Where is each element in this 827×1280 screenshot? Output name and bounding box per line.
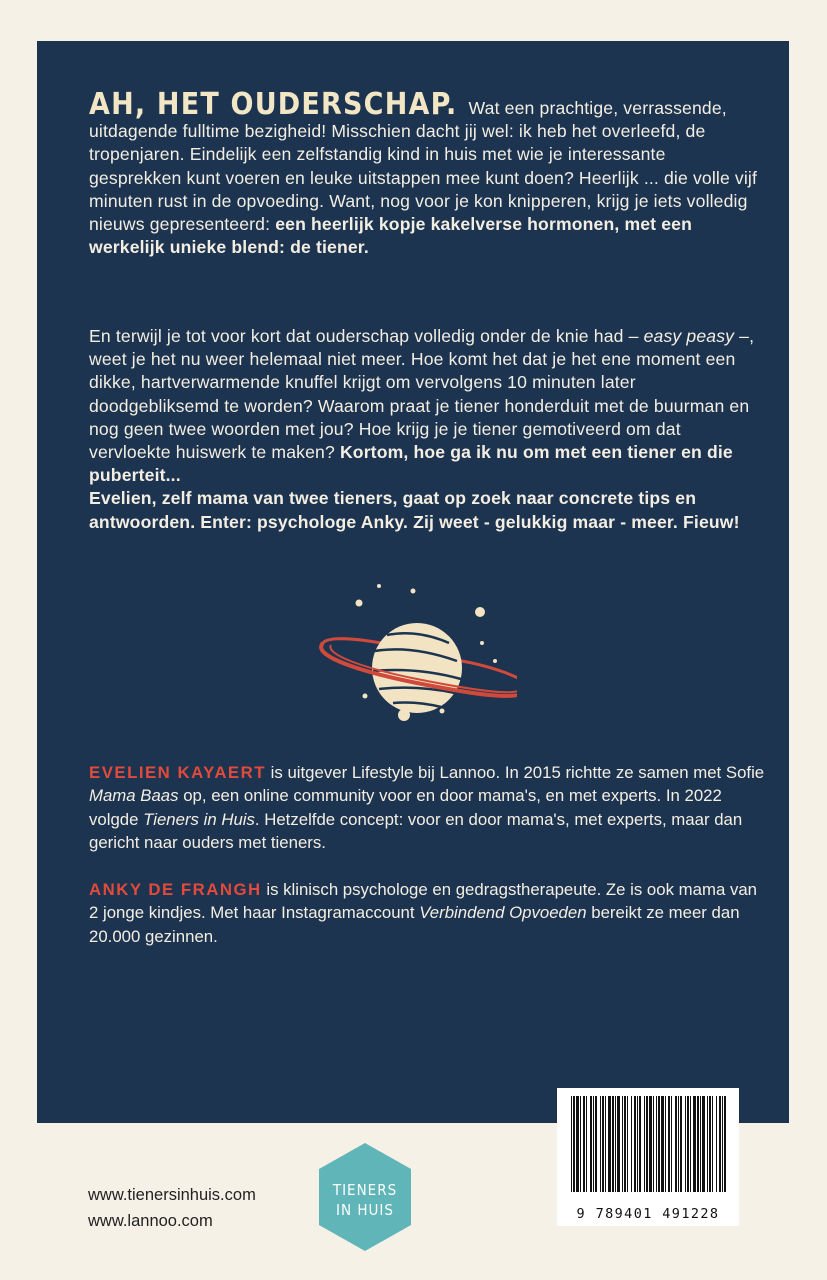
barcode-bar (700, 1096, 701, 1192)
barcode-bar (571, 1096, 572, 1192)
back-cover-panel (37, 41, 789, 1123)
tieners-in-huis-logo (315, 1141, 415, 1253)
barcode-bar (593, 1096, 594, 1192)
barcode-bar (612, 1096, 614, 1192)
barcode-bar (716, 1096, 717, 1192)
barcode-bar (678, 1096, 679, 1192)
barcode-bar (685, 1096, 686, 1192)
logo-line-1: TIENERS (332, 1181, 398, 1199)
headline: AH, HET OUDERSCHAP. (89, 87, 458, 122)
author-evelien: EVELIEN KAYAERT (89, 763, 266, 782)
intro-bold: een heerlijk kopje kakelverse hormonen, met een werkelijk unieke blend: de tiener. (89, 214, 692, 258)
isbn-barcode (557, 1088, 739, 1226)
logo-line-2: IN HUIS (336, 1201, 394, 1219)
bio-anky: ANKY DE FRANGH is klinisch psychologe en gedragstherapeute. Ze is ook mama van 2 jonge kindjes. Met haar Instagramaccount Verbindend Opvoeden bereikt ze meer dan 20.000 gezinnen. (89, 880, 757, 946)
barcode-bar (644, 1096, 645, 1192)
barcode-bar (646, 1096, 648, 1192)
barcode-bar (622, 1096, 623, 1192)
barcode-bar (661, 1096, 664, 1192)
isbn-digits: 9 789401 491228 (576, 1206, 720, 1222)
middle-bold-2: Evelien, zelf mama van twee tieners, gaat op zoek naar concrete tips en antwoorden. Enter: psychologe Anky. Zij weet - gelukkig maar - meer. Fieuw! (89, 488, 740, 532)
barcode-bar (675, 1096, 677, 1192)
barcode-bar (697, 1096, 699, 1192)
barcode-bar (624, 1096, 626, 1192)
barcode-bar (649, 1096, 652, 1192)
barcode-bar (605, 1096, 606, 1192)
middle-part1: En terwijl je tot voor kort dat ouderschap volledig onder de knie had – (89, 326, 639, 346)
middle-paragraph (89, 325, 761, 534)
barcode-bar (590, 1096, 592, 1192)
barcode-bar (724, 1096, 726, 1192)
barcode-bar (707, 1096, 708, 1192)
planet-illustration (317, 571, 517, 731)
author-anky: ANKY DE FRANGH (89, 880, 262, 899)
barcode-bar (637, 1096, 638, 1192)
barcode-bar (580, 1096, 581, 1192)
barcode-bar (690, 1096, 691, 1192)
barcode-bar (615, 1096, 616, 1192)
middle-part2: –, weet je het nu weer helemaal niet meer. Hoe komt het dat je het ene moment een dikke, hartverwarmende knuffel krijgt om vervolgens 10 minuten later doodgebliksemd te worden? Waarom praat je tiener honderduit met de buurman en nog geen twee woorden met jou? Hoe krijg je je tiener gemotiveerd om dat vervloekte huiswerk te maken? (89, 326, 755, 463)
barcode-bar (634, 1096, 636, 1192)
intro-body: Wat een prachtige, verrassende, uitdagende fulltime bezigheid! Misschien dacht jij wel: ik heb het overleefd, de tropenjaren. Eindelijk een zelfstandig kind in huis met wie je interessante gesprekken kunt voeren en leuke uitstappen mee kunt doen? Heerlijk ... die volle vijf minuten rust in de opvoeding. Want, nog voor je kon knipperen, krijg je iets volledig nieuws gepresenteerd: (89, 98, 758, 235)
middle-bold-1: Kortom, hoe ga ik nu om met een tiener en die puberteit... (89, 442, 733, 486)
barcode-bar (719, 1096, 721, 1192)
link-lannoo[interactable]: www.lannoo.com (88, 1212, 213, 1230)
barcode-bars (557, 1088, 739, 1198)
barcode-bar (631, 1096, 632, 1192)
planet-body (372, 623, 462, 713)
barcode-bar (639, 1096, 641, 1192)
barcode-bar (671, 1096, 672, 1192)
barcode-bar (702, 1096, 705, 1192)
barcode-bar (653, 1096, 654, 1192)
barcode-bar (608, 1096, 611, 1192)
barcode-bar (665, 1096, 666, 1192)
bio-evelien: EVELIEN KAYAERT is uitgever Lifestyle bij Lannoo. In 2015 richtte ze samen met Sofie Mama Baas op, een online community voor en door mama's, en met experts. In 2022 volgde Tieners in Huis. Hetzelfde concept: voor en door mama's, met experts, maar dan gericht naar ouders met tieners. (89, 763, 765, 853)
barcode-bar (693, 1096, 696, 1192)
barcode-bar (658, 1096, 660, 1192)
barcode-bar (576, 1096, 579, 1192)
link-tienersinhuis[interactable]: www.tienersinhuis.com (88, 1186, 256, 1204)
barcode-bar (709, 1096, 711, 1192)
intro-paragraph (89, 87, 761, 259)
barcode-bar (680, 1096, 682, 1192)
middle-italic: easy peasy (643, 326, 735, 346)
footer-links (88, 1182, 256, 1234)
barcode-bar (583, 1096, 585, 1192)
barcode-bar (722, 1096, 723, 1192)
barcode-bar (586, 1096, 587, 1192)
barcode-bar (687, 1096, 689, 1192)
barcode-bar (602, 1096, 604, 1192)
barcode-bar (600, 1096, 601, 1192)
barcode-bar (595, 1096, 597, 1192)
barcode-bar (627, 1096, 628, 1192)
barcode-bar (573, 1096, 575, 1192)
barcode-bar (617, 1096, 620, 1192)
barcode-bar (656, 1096, 657, 1192)
barcode-bar (668, 1096, 670, 1192)
barcode-bar (712, 1096, 713, 1192)
